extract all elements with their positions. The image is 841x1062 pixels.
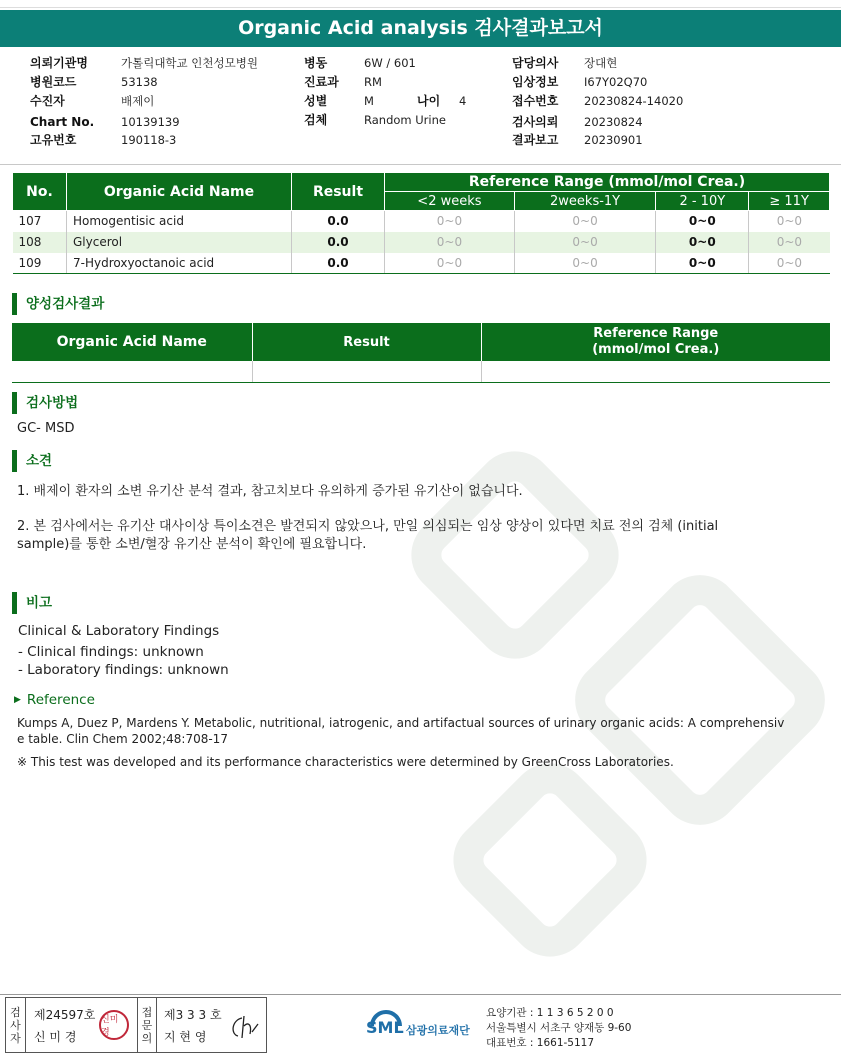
reference-note: ※ This test was developed and its performance characteristics were determined by GreenCross Laboratories. xyxy=(17,755,674,769)
patient-value: 배제이 xyxy=(121,94,155,108)
patient-label: 수진자 xyxy=(30,94,65,108)
triangle-icon: ▶ xyxy=(14,695,21,705)
row-result: 0.0 xyxy=(292,211,385,232)
signature-box xyxy=(5,997,267,1053)
doctor-label: 담당의사 xyxy=(512,56,559,70)
request-value: 20230824 xyxy=(584,115,643,129)
header-ref-col: 2weeks-1Y xyxy=(514,192,656,211)
signature-icon xyxy=(226,1012,260,1042)
hospital-value: 가톨릭대학교 인천성모병원 xyxy=(121,56,258,70)
code-label: 병원코드 xyxy=(30,75,77,89)
uid-value: 190118-3 xyxy=(121,133,177,147)
row-name: 7-Hydroxyoctanoic acid xyxy=(67,253,292,274)
address: 서울특별시 서초구 양재동 9-60 xyxy=(486,1022,632,1034)
row-name: Homogentisic acid xyxy=(67,211,292,232)
remarks-line: Clinical & Laboratory Findings xyxy=(18,623,220,639)
uid-label: 고유번호 xyxy=(30,133,77,147)
row-ref: 0~0 xyxy=(656,253,749,274)
report-value: 20230901 xyxy=(584,133,643,147)
row-ref: 0~0 xyxy=(514,211,656,232)
row-no: 109 xyxy=(13,253,67,274)
positive-table xyxy=(12,323,830,383)
positive-heading: 양성검사결과 xyxy=(12,293,104,315)
opinion-p1: 1. 배제이 환자의 소변 유기산 분석 결과, 참고치보다 유의하게 증가된 유기산이 없습니다. xyxy=(17,484,523,499)
remarks-line: - Clinical findings: unknown xyxy=(18,644,204,660)
org-name: 삼광의료재단 xyxy=(406,1024,470,1037)
ward-label: 병동 xyxy=(304,56,328,70)
approver-name: 지 현 영 xyxy=(164,1030,207,1044)
positive-col-result: Result xyxy=(252,323,481,361)
table-row xyxy=(13,253,830,274)
sml-logo xyxy=(366,1004,476,1048)
clinical-value: I67Y02Q70 xyxy=(584,75,648,89)
header-no: No. xyxy=(13,173,67,211)
row-ref: 0~0 xyxy=(385,211,515,232)
receipt-label: 접수번호 xyxy=(512,94,559,108)
specimen-label: 검체 xyxy=(304,113,328,127)
clinical-label: 임상정보 xyxy=(512,75,559,89)
chart-value: 10139139 xyxy=(121,115,180,129)
header-name: Organic Acid Name xyxy=(67,173,292,211)
watermark-shape xyxy=(395,435,635,675)
method-heading: 검사방법 xyxy=(12,392,78,414)
method-text: GC- MSD xyxy=(17,421,75,436)
request-label: 검사의뢰 xyxy=(512,115,559,129)
examiner-number: 제24597호 xyxy=(34,1008,96,1022)
examiner-name: 신 미 경 xyxy=(34,1030,77,1044)
approver-label: 접 문 의 xyxy=(137,998,157,1052)
report-label: 결과보고 xyxy=(512,133,559,147)
row-ref: 0~0 xyxy=(385,232,515,253)
top-bar xyxy=(0,0,841,8)
positive-col-ref-unit: (mmol/mol Crea.) xyxy=(592,342,720,357)
footer-divider xyxy=(0,994,841,995)
age-label: 나이 xyxy=(417,94,441,108)
specimen-value: Random Urine xyxy=(364,113,446,127)
reference-label: Reference xyxy=(26,692,95,708)
opinion-p2-cont: sample)를 통한 소변/혈장 유기산 분석이 확인에 필요합니다. xyxy=(17,537,367,552)
header-ref-col: 2 - 10Y xyxy=(656,192,749,211)
page-title: Organic Acid analysis 검사결과보고서 xyxy=(0,10,841,47)
row-no: 108 xyxy=(13,232,67,253)
row-ref: 0~0 xyxy=(776,214,803,229)
code-value: 53138 xyxy=(121,75,158,89)
seal-stamp: 신미경 xyxy=(99,1010,129,1040)
row-ref: 0~0 xyxy=(385,253,515,274)
table-row xyxy=(13,211,830,232)
opinion-heading: 소견 xyxy=(12,450,52,472)
reference-text-cont: e table. Clin Chem 2002;48:708-17 xyxy=(17,732,228,746)
sex-label: 성별 xyxy=(304,94,328,108)
remarks-heading: 비고 xyxy=(12,592,52,614)
phone: 대표번호 : 1661-5117 xyxy=(486,1037,595,1049)
row-result: 0.0 xyxy=(292,232,385,253)
row-ref: 0~0 xyxy=(514,232,656,253)
dept-label: 진료과 xyxy=(304,75,339,89)
sex-value: M xyxy=(364,94,374,108)
dept-value: RM xyxy=(364,75,382,89)
header-ref-col: ≥ 11Y xyxy=(749,192,830,211)
watermark-shape xyxy=(437,747,663,973)
header-ref-range: Reference Range (mmol/mol Crea.) xyxy=(385,173,830,192)
row-ref: 0~0 xyxy=(656,211,749,232)
doctor-value: 장대현 xyxy=(584,56,618,70)
row-name: Glycerol xyxy=(67,232,292,253)
results-table xyxy=(12,172,830,274)
receipt-value: 20230824-14020 xyxy=(584,94,684,108)
row-result: 0.0 xyxy=(292,253,385,274)
remarks-line: - Laboratory findings: unknown xyxy=(18,662,229,678)
header-result: Result xyxy=(292,173,385,211)
age-value: 4 xyxy=(459,94,467,108)
positive-col-name: Organic Acid Name xyxy=(12,323,252,361)
opinion-p2: 2. 본 검사에서는 유기산 대사이상 특이소견은 발견되지 않았으나, 만일 의심되는 임상 양상이 있다면 치료 전의 검체 (initial xyxy=(17,519,719,534)
footer-address xyxy=(486,1006,631,1051)
reference-heading xyxy=(14,692,95,708)
approver-number: 제3 3 3 호 xyxy=(164,1008,222,1022)
hospital-label: 의뢰기관명 xyxy=(30,56,88,70)
sml-logo-text: SML xyxy=(366,1018,404,1037)
divider xyxy=(0,164,841,165)
institution-code: 요양기관 : 1 1 3 6 5 2 0 0 xyxy=(486,1007,614,1019)
row-no: 107 xyxy=(13,211,67,232)
row-ref: 0~0 xyxy=(514,253,656,274)
table-row xyxy=(12,361,830,382)
ward-value: 6W / 601 xyxy=(364,56,416,70)
table-row xyxy=(13,232,830,253)
row-ref: 0~0 xyxy=(656,232,749,253)
chart-label: Chart No. xyxy=(30,115,95,129)
reference-text: Kumps A, Duez P, Mardens Y. Metabolic, nutritional, iatrogenic, and artifactual sources of urinary organic acids: A comprehensiv xyxy=(17,716,785,730)
row-ref: 0~0 xyxy=(749,232,830,253)
row-ref: 0~0 xyxy=(749,253,830,274)
patient-info xyxy=(0,54,841,154)
header-ref-col: <2 weeks xyxy=(385,192,515,211)
examiner-label: 검 사 자 xyxy=(6,998,26,1052)
positive-col-ref: Reference Range xyxy=(593,326,719,341)
